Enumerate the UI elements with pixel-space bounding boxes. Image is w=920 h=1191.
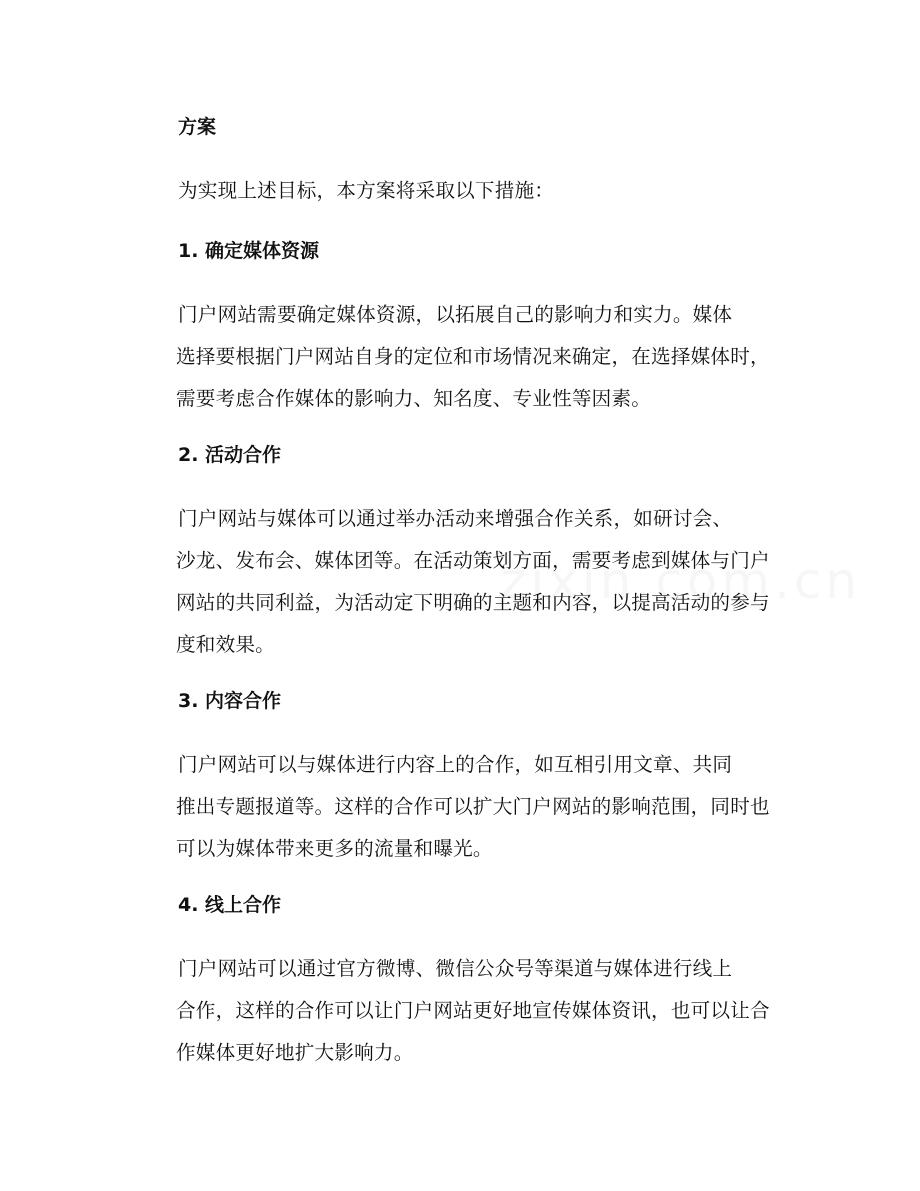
section-paragraph: 门户网站与媒体可以通过举办活动来增强合作关系，如研讨会、 沙龙、发布会、媒体团等。在活动策划方面，需要考虑到媒体与门户 网站的共同利益，为活动定下明确的主题和内容，以提高活动的参与 度和效果。 [176,507,770,656]
section-heading: 1. 确定媒体资源 [178,240,320,262]
intro-paragraph: 为实现上述目标，本方案将采取以下措施： [178,179,555,202]
document-body [178,110,774,1092]
section-paragraph: 门户网站可以通过官方微博、微信公众号等渠道与媒体进行线上 合作，这样的合作可以让门户网站更好地宣传媒体资讯，也可以让合 作媒体更好地扩大影响力。 [176,957,770,1064]
section-2 [178,438,774,666]
document-title: 方案 [178,116,217,138]
section-paragraph: 门户网站需要确定媒体资源，以拓展自己的影响力和实力。媒体 选择要根据门户网站自身的定位和市场情况来确定，在选择媒体时， 需要考虑合作媒体的影响力、知名度、专业性等因素。 [176,303,770,410]
section-3 [178,684,774,870]
section-4 [178,888,774,1074]
section-heading: 2. 活动合作 [178,444,282,466]
section-1 [178,234,774,420]
section-heading: 4. 线上合作 [178,894,282,916]
section-paragraph: 门户网站可以与媒体进行内容上的合作，如互相引用文章、共同 推出专题报道等。这样的合作可以扩大门户网站的影响范围，同时也 可以为媒体带来更多的流量和曝光。 [176,753,770,860]
section-heading: 3. 内容合作 [178,690,282,712]
